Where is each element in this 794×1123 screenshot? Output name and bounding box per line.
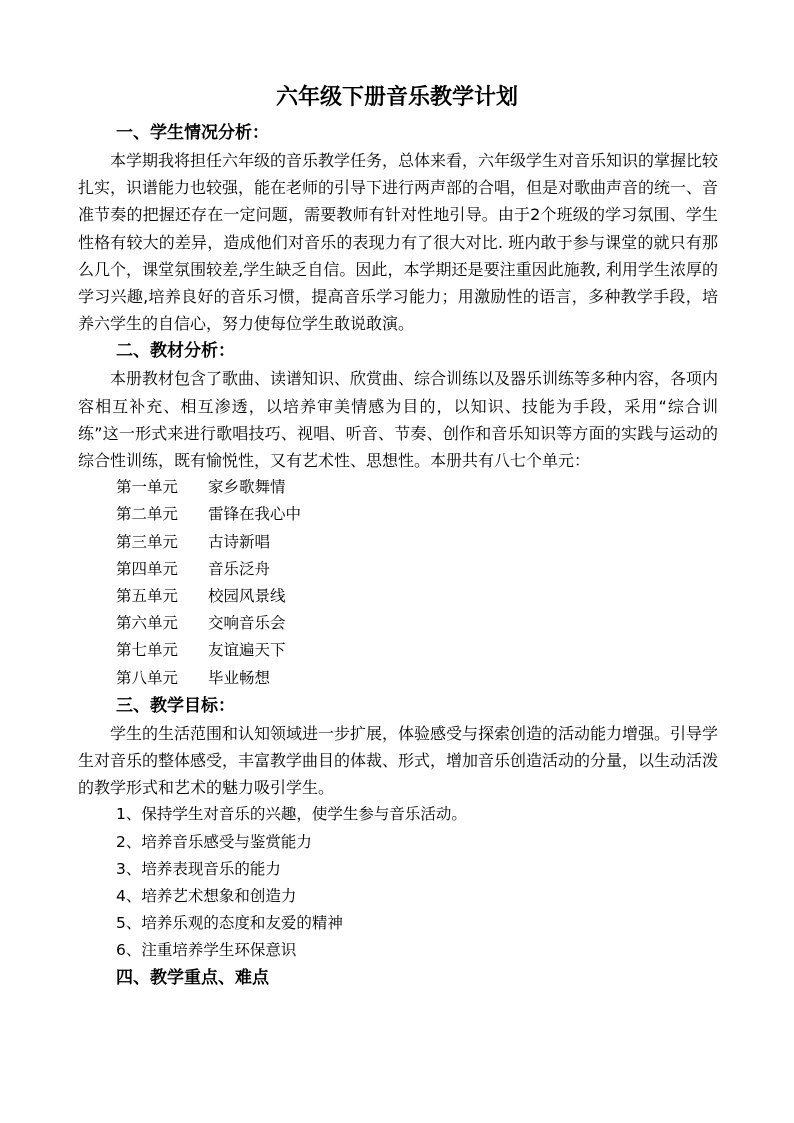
section-student-analysis <box>78 119 718 337</box>
unit-name: 古诗新唱 <box>208 532 271 551</box>
list-item: 3、培养表现音乐的能力 <box>116 859 281 878</box>
unit-name: 交响音乐会 <box>208 614 286 633</box>
list-item <box>78 583 718 610</box>
document-body <box>78 119 718 992</box>
section-paragraph: 本学期我将担任六年级的音乐教学任务，总体来看，六年级学生对音乐知识的掌握比较扎实，识谱能力也较强，能在老师的引导下进行两声部的合唱，但是对歌曲声音的统一、音准节奏的把握还存在一定问题，需要教师有针对性地引导。由于2个班级的学习氛围、学生性格有较大的差异，造成他们对音乐的表现力有了很大对比. 班内敢于参与课堂的就只有那么几个，课堂氛围较差,学生缺乏自信。因此，本学期还是要注重因此施教, 利用学生浓厚的学习兴趣,培养良好的音乐习惯，提高音乐学习能力；用激励性的语言，多种教学手段，培养六学生的自信心，努力使每位学生敢说敢演。 <box>78 151 719 334</box>
section-heading: 三、教学目标： <box>116 695 235 716</box>
unit-label: 第五单元 <box>116 586 179 605</box>
list-item <box>78 474 718 501</box>
section-key-points <box>78 964 718 992</box>
list-item: 5、培养乐观的态度和友爱的精神 <box>116 914 343 933</box>
section-teaching-goals <box>78 692 718 965</box>
unit-name: 家乡歌舞情 <box>208 478 286 497</box>
unit-label: 第四单元 <box>116 559 179 578</box>
goal-list <box>78 801 718 964</box>
section-paragraph: 学生的生活范围和认知领域进一步扩展，体验感受与探索创造的活动能力增强。引导学生对音乐的整体感受，丰富教学曲目的体裁、形式，增加音乐创造活动的分量，以生动活泼的教学形式和艺术的魅力吸引学生。 <box>78 723 719 798</box>
unit-name: 友谊遍天下 <box>208 641 286 660</box>
unit-name: 雷锋在我心中 <box>208 505 302 524</box>
unit-label: 第二单元 <box>116 505 179 524</box>
list-item <box>78 501 718 528</box>
unit-list <box>78 474 718 692</box>
list-item: 2、培养音乐感受与鉴赏能力 <box>116 832 312 851</box>
list-item: 4、培养艺术想象和创造力 <box>116 886 297 905</box>
unit-label: 第八单元 <box>116 668 179 687</box>
unit-name: 音乐泛舟 <box>208 559 271 578</box>
section-paragraph: 本册教材包含了歌曲、读谱知识、欣赏曲、综合训练以及器乐训练等多种内容，各项内容相互补充、相互渗透，以培养审美情感为目的，以知识、技能为手段，采用“综合训练”这一形式来进行歌唱技巧、视唱、听音、节奏、创作和音乐知识等方面的实践与运动的综合性训练，既有愉悦性，又有艺术性、思想性。本册共有八七个单元： <box>78 369 719 471</box>
document-title: 六年级下册音乐教学计划 <box>275 84 518 110</box>
list-item <box>78 529 718 556</box>
unit-name: 校园风景线 <box>208 586 286 605</box>
list-item: 1、保持学生对音乐的兴趣，使学生参与音乐活动。 <box>116 805 467 824</box>
unit-label: 第六单元 <box>116 614 179 633</box>
unit-label: 第一单元 <box>116 478 179 497</box>
unit-label: 第七单元 <box>116 641 179 660</box>
unit-label: 第三单元 <box>116 532 179 551</box>
section-textbook-analysis <box>78 337 718 691</box>
list-item <box>78 610 718 637</box>
unit-name: 毕业畅想 <box>208 668 271 687</box>
section-heading: 二、教材分析： <box>116 341 235 362</box>
list-item <box>78 637 718 664</box>
section-heading: 一、学生情况分析： <box>116 123 269 143</box>
list-item: 6、注重培养学生环保意识 <box>116 941 297 960</box>
section-heading: 四、教学重点、难点 <box>116 968 269 989</box>
list-item <box>78 665 718 692</box>
list-item <box>78 556 718 583</box>
